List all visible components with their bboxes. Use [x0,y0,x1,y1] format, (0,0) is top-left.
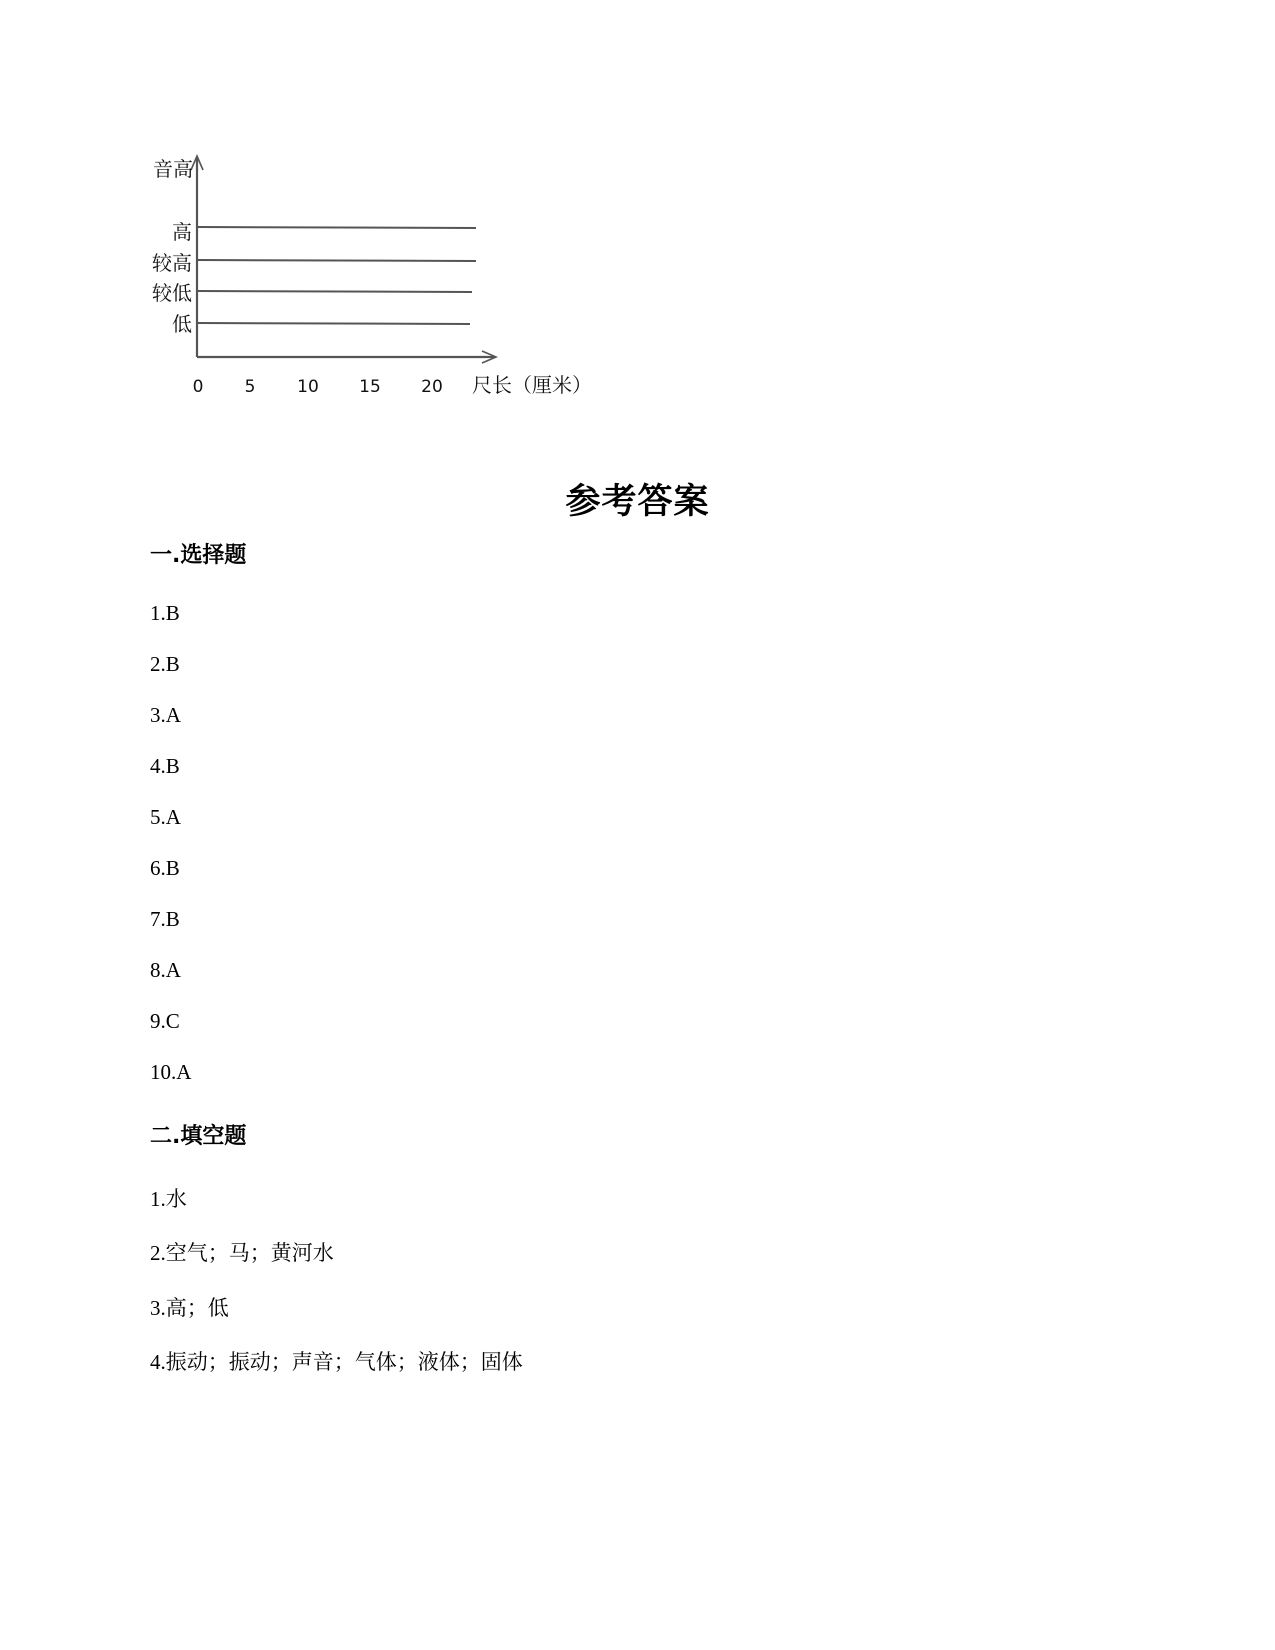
x-tick-label: 20 [421,377,443,397]
x-tick-label: 5 [244,377,256,397]
pitch-length-figure [140,145,620,420]
section-heading-fill-blank: 二.填空题 [150,1124,247,1149]
level-line-fairly-low [198,291,472,292]
answer-item: 4.振动；振动；声音；气体；液体；固体 [150,1350,523,1374]
page-title: 参考答案 [565,482,710,522]
answer-item: 5.A [150,805,181,829]
answer-item: 3.高；低 [150,1296,229,1320]
answer-item: 4.B [150,754,180,778]
answer-item: 10.A [150,1060,192,1084]
level-line-high [198,227,476,228]
section-heading-choice: 一.选择题 [150,543,247,568]
answer-item: 1.水 [150,1187,187,1211]
answer-item: 2.B [150,652,180,676]
y-level-label: 高 [172,220,192,244]
x-tick-label: 0 [192,377,204,397]
answer-item: 2.空气；马；黄河水 [150,1241,334,1265]
level-line-fairly-high [198,260,476,261]
answer-item: 7.B [150,907,180,931]
answer-item: 9.C [150,1009,180,1033]
answer-item: 6.B [150,856,180,880]
y-level-label: 较高 [152,251,192,275]
answer-item: 3.A [150,703,181,727]
x-tick-label: 10 [297,377,319,397]
x-axis-label: 尺长（厘米） [472,373,592,397]
y-level-label: 低 [172,312,192,336]
x-tick-label: 15 [359,377,381,397]
y-level-label: 较低 [152,281,192,305]
answer-item: 1.B [150,601,180,625]
level-line-low [198,323,470,324]
answer-item: 8.A [150,958,181,982]
y-axis-label: 音高 [153,157,193,181]
